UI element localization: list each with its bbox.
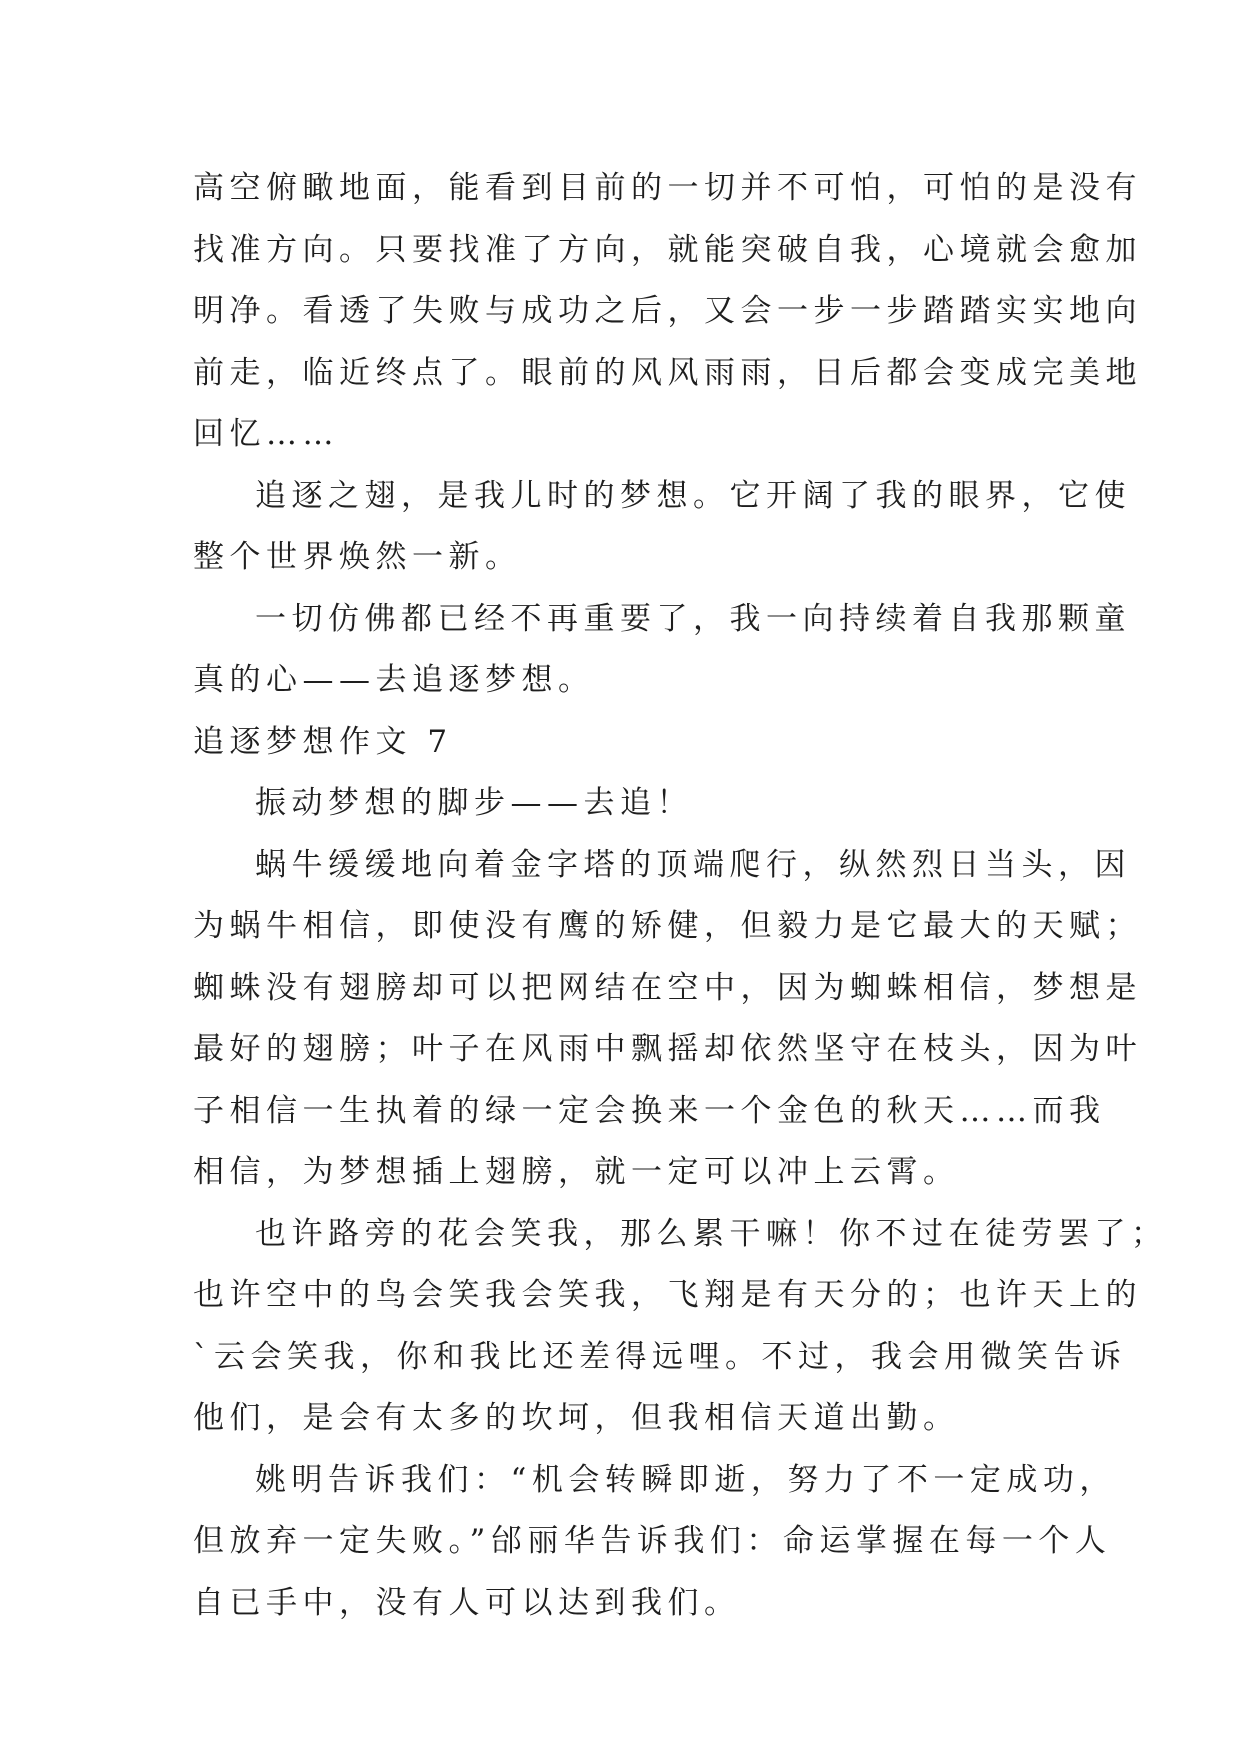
paragraph-start-line: 蜗牛缓缓地向着金字塔的顶端爬行，纵然烈日当头，因 (255, 846, 1131, 883)
text-line: 高空俯瞰地面，能看到目前的一切并不可怕，可怕的是没有 (193, 170, 1142, 206)
paragraph-start-line: 一切仿佛都已经不再重要了，我一向持续着自我那颗童 (255, 600, 1131, 637)
text-line: 子相信一生执着的绿一定会换来一个金色的秋天……而我 (193, 1092, 1106, 1129)
text-line: 相信，为梦想插上翅膀，就一定可以冲上云霄。 (193, 1154, 960, 1190)
text-line: 前走，临近终点了。眼前的风风雨雨，日后都会变成完美地 (193, 354, 1142, 391)
text-line: `云会笑我，你和我比还差得远哩。不过，我会用微笑告诉 (193, 1338, 1127, 1375)
text-line: 蜘蛛没有翅膀却可以把网结在空中，因为蜘蛛相信，梦想是 (193, 969, 1142, 1006)
paragraph-start-line: 追逐之翅，是我儿时的梦想。它开阔了我的眼界，它使 (255, 477, 1131, 514)
paragraph-start-line: 振动梦想的脚步——去追！ (255, 785, 693, 821)
text-line: 整个世界焕然一新。 (193, 539, 522, 575)
text-line: 自已手中，没有人可以达到我们。 (193, 1584, 741, 1621)
text-line: 最好的翅膀；叶子在风雨中飘摇却依然坚守在枝头，因为叶 (193, 1031, 1142, 1067)
text-line: 回忆…… (193, 416, 339, 452)
text-line: 他们，是会有太多的坎坷，但我相信天道出勤。 (193, 1400, 960, 1436)
document-body (193, 158, 1168, 1634)
paragraph-start-line: 也许路旁的花会笑我，那么累干嘛！你不过在徒劳罢了； (255, 1215, 1168, 1252)
text-line: 找准方向。只要找准了方向，就能突破自我，心境就会愈加 (193, 231, 1142, 268)
text-line: 为蜗牛相信，即使没有鹰的矫健，但毅力是它最大的天赋； (193, 908, 1142, 944)
text-line: 但放弃一定失败。”邰丽华告诉我们：命运掌握在每一个人 (193, 1523, 1112, 1559)
text-line: 也许空中的鸟会笑我会笑我，飞翔是有天分的；也许天上的 (193, 1277, 1142, 1313)
text-line: 明净。看透了失败与成功之后，又会一步一步踏踏实实地向 (193, 293, 1142, 329)
text-line: 真的心——去追逐梦想。 (193, 662, 595, 698)
paragraph-start-line: 姚明告诉我们：“机会转瞬即逝，努力了不一定成功， (255, 1461, 1116, 1498)
section-heading: 追逐梦想作文 7 (193, 723, 453, 760)
